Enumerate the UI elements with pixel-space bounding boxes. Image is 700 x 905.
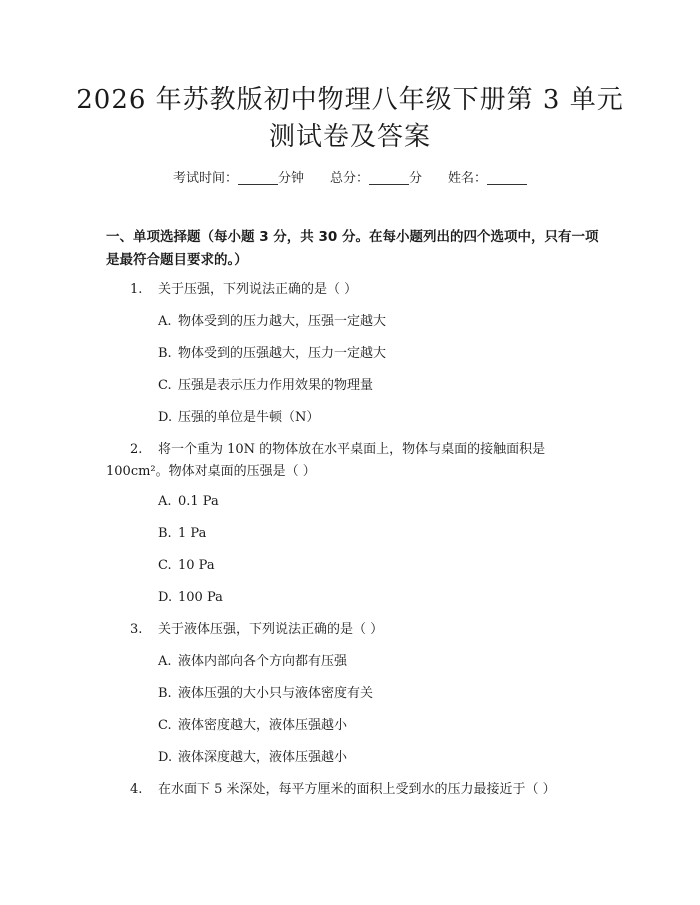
- option-text: 物体受到的压力越大，压强一定越大: [178, 314, 387, 329]
- option-text: 液体压强的大小只与液体密度有关: [178, 686, 374, 701]
- option-text: 物体受到的压强越大，压力一定越大: [178, 346, 387, 361]
- option-letter: C.: [158, 378, 172, 393]
- page-title-line-1: 2026 年苏教版初中物理八年级下册第 3 单元: [76, 85, 624, 115]
- page-title-line-2: 测试卷及答案: [268, 122, 431, 152]
- score-unit: 分: [409, 171, 423, 186]
- option-letter: B.: [158, 346, 172, 361]
- section-heading-line-1: 一、单项选择题（每小题 3 分，共 30 分。在每小题列出的四个选项中，只有一项: [106, 229, 599, 245]
- score-blank: [369, 170, 409, 185]
- option-letter: D.: [158, 590, 173, 605]
- option-3b: [158, 685, 373, 703]
- option-text: 液体深度越大，液体压强越小: [178, 750, 348, 765]
- option-text: 液体密度越大，液体压强越小: [178, 718, 348, 733]
- option-letter: C.: [158, 558, 172, 573]
- option-text: 10 Pa: [178, 558, 215, 573]
- option-letter: A.: [158, 654, 172, 669]
- section-heading-line-2: 是最符合题目要求的。）: [106, 252, 248, 268]
- time-blank: [238, 170, 278, 185]
- option-letter: C.: [158, 718, 172, 733]
- question-text: 关于压强，下列说法正确的是（ ）: [158, 282, 358, 297]
- name-label: 姓名：: [448, 171, 488, 186]
- time-unit: 分钟: [277, 171, 304, 186]
- question-number: 2.: [130, 442, 143, 457]
- option-letter: D.: [158, 410, 173, 425]
- option-letter: D.: [158, 750, 173, 765]
- option-2a: [158, 493, 219, 511]
- option-1b: [158, 345, 386, 363]
- question-text: 关于液体压强，下列说法正确的是（ ）: [158, 622, 384, 637]
- option-text: 0.1 Pa: [178, 494, 219, 509]
- option-1d: [158, 409, 319, 427]
- option-text: 压强的单位是牛顿（N）: [178, 410, 320, 425]
- score-label: 总分：: [329, 171, 369, 186]
- option-letter: B.: [158, 526, 172, 541]
- question-2-continuation: 100cm²。物体对桌面的压强是（ ）: [106, 464, 316, 479]
- name-blank: [487, 170, 527, 185]
- question-number: 1.: [130, 282, 143, 297]
- option-2b: [158, 525, 206, 543]
- option-1c: [158, 377, 373, 395]
- option-2d: [158, 589, 223, 607]
- question-text: 在水面下 5 米深处，每平方厘米的面积上受到水的压力最接近于（ ）: [158, 782, 556, 797]
- question-number: 4.: [130, 782, 143, 797]
- option-2c: [158, 557, 215, 575]
- option-text: 液体内部向各个方向都有压强: [178, 654, 348, 669]
- option-1a: [158, 313, 386, 331]
- exam-meta-line: [0, 170, 700, 188]
- option-3d: [158, 749, 347, 767]
- option-3a: [158, 653, 347, 671]
- option-text: 1 Pa: [178, 526, 207, 541]
- option-letter: A.: [158, 314, 172, 329]
- time-label: 考试时间：: [172, 171, 238, 186]
- option-letter: B.: [158, 686, 172, 701]
- option-letter: A.: [158, 494, 172, 509]
- question-number: 3.: [130, 622, 143, 637]
- option-3c: [158, 717, 347, 735]
- option-text: 100 Pa: [178, 590, 223, 605]
- option-text: 压强是表示压力作用效果的物理量: [178, 378, 374, 393]
- question-text: 将一个重为 10N 的物体放在水平桌面上，物体与桌面的接触面积是: [158, 442, 546, 457]
